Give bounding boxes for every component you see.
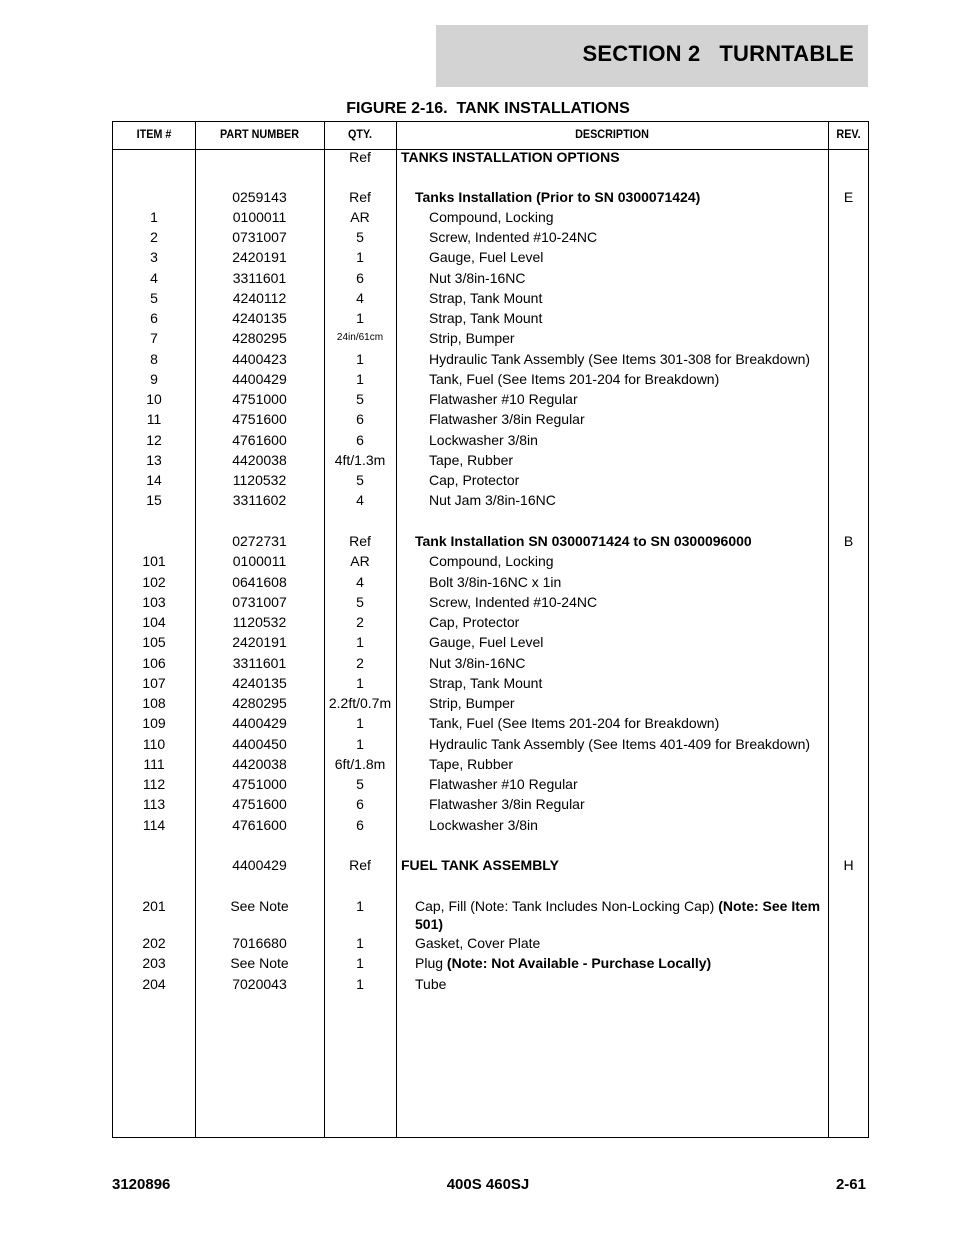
description-text: Nut Jam 3/8in-16NC <box>429 492 556 508</box>
description-cell <box>396 329 861 347</box>
part-number-cell: 4751600 <box>232 411 287 427</box>
qty-cell: 5 <box>356 594 364 610</box>
part-number-cell: 4400429 <box>232 857 287 873</box>
qty-cell: Ref <box>349 149 371 165</box>
description-text: Cap, Protector <box>429 472 520 488</box>
description-text: Flatwasher #10 Regular <box>429 391 578 407</box>
qty-cell: 6 <box>356 796 364 812</box>
item-cell: 2 <box>150 229 158 245</box>
item-cell: 8 <box>150 351 158 367</box>
description-text: Strap, Tank Mount <box>429 310 543 326</box>
qty-cell: 5 <box>356 391 364 407</box>
description-cell <box>396 451 861 469</box>
qty-cell: 1 <box>356 351 364 367</box>
item-cell: 9 <box>150 371 158 387</box>
item-cell: 110 <box>142 736 166 752</box>
footer-page-number: 2-61 <box>835 1176 866 1193</box>
description-cell <box>396 289 861 307</box>
description-cell <box>396 954 847 972</box>
qty-cell: 6ft/1.8m <box>334 756 386 772</box>
description-text: Nut 3/8in-16NC <box>429 270 526 286</box>
description-text: Flatwasher 3/8in Regular <box>429 796 585 812</box>
part-number-cell: 0731007 <box>232 229 287 245</box>
qty-cell: 6 <box>356 817 364 833</box>
item-cell: 102 <box>142 574 166 590</box>
item-cell: 106 <box>142 655 166 671</box>
rev-cell: H <box>843 857 854 873</box>
part-number-cell: 0259143 <box>232 189 287 205</box>
item-cell: 3 <box>150 249 158 265</box>
part-number-cell: 4420038 <box>232 756 287 772</box>
description-text: FUEL TANK ASSEMBLY <box>401 857 559 873</box>
header-rev: REV. <box>836 127 861 141</box>
item-cell: 109 <box>142 715 166 731</box>
description-cell <box>396 694 861 712</box>
qty-cell: 6 <box>356 270 364 286</box>
part-number-cell: 4240135 <box>232 675 287 691</box>
item-cell: 114 <box>142 817 166 833</box>
item-cell: 202 <box>142 935 166 951</box>
description-text: Screw, Indented #10-24NC <box>429 229 598 245</box>
item-cell: 107 <box>142 675 166 691</box>
part-number-cell: 4280295 <box>232 330 287 346</box>
description-text: Nut 3/8in-16NC <box>429 655 526 671</box>
qty-cell: 1 <box>356 249 364 265</box>
description-text: Cap, Fill (Note: Tank Includes Non-Locking Cap) <box>415 898 719 914</box>
qty-cell: 6 <box>356 411 364 427</box>
qty-cell: Ref <box>349 189 371 205</box>
item-cell: 7 <box>150 330 158 346</box>
part-number-cell: 4400450 <box>232 736 287 752</box>
description-cell <box>396 410 861 428</box>
description-cell <box>396 188 847 206</box>
rev-cell: B <box>843 533 854 549</box>
description-text: Tanks Installation (Prior to SN 0300071424) <box>415 189 701 205</box>
description-text: Hydraulic Tank Assembly (See Items 301-308 for Breakdown) <box>429 351 811 367</box>
description-cell <box>396 269 861 287</box>
description-text: Compound, Locking <box>429 209 554 225</box>
part-number-cell: 4420038 <box>232 452 287 468</box>
part-number-cell: 4751000 <box>232 391 287 407</box>
part-number-cell: 2420191 <box>232 249 287 265</box>
item-cell: 204 <box>142 976 166 992</box>
description-cell <box>396 795 861 813</box>
qty-cell: 6 <box>356 432 364 448</box>
item-cell: 1 <box>150 209 158 225</box>
part-number-cell: 0100011 <box>232 209 287 225</box>
description-text: Strap, Tank Mount <box>429 675 543 691</box>
description-text: Tank Installation SN 0300071424 to SN 0300096000 <box>415 533 752 549</box>
description-cell <box>396 208 861 226</box>
qty-cell: 1 <box>356 976 364 992</box>
part-number-cell: 0272731 <box>232 533 287 549</box>
part-number-cell: 7020043 <box>232 976 287 992</box>
part-number-cell: 3311601 <box>232 270 287 286</box>
item-cell: 14 <box>146 472 162 488</box>
description-cell <box>396 309 861 327</box>
section-banner <box>436 25 868 87</box>
qty-cell: 1 <box>356 634 364 650</box>
item-cell: 10 <box>146 391 162 407</box>
description-cell <box>396 714 861 732</box>
description-text: Strip, Bumper <box>429 330 515 346</box>
item-cell: 113 <box>142 796 166 812</box>
description-note: (Note: Not Available - Purchase Locally) <box>446 955 712 971</box>
qty-cell: 2 <box>356 614 364 630</box>
parts-table <box>112 121 869 1138</box>
qty-cell: 4 <box>356 492 364 508</box>
item-cell: 111 <box>143 756 165 772</box>
item-cell: 201 <box>142 898 166 914</box>
footer-doc-number: 3120896 <box>112 1176 171 1193</box>
description-text: Lockwasher 3/8in <box>429 432 538 448</box>
description-text: Flatwasher #10 Regular <box>429 776 578 792</box>
description-text: Compound, Locking <box>429 553 554 569</box>
part-number-cell: 0100011 <box>232 553 287 569</box>
qty-cell: 4 <box>356 290 364 306</box>
description-cell <box>396 471 861 489</box>
qty-cell: 2.2ft/0.7m <box>328 695 392 711</box>
description-text: Tube <box>415 976 447 992</box>
item-cell: 112 <box>142 776 166 792</box>
description-cell <box>396 552 861 570</box>
item-cell: 105 <box>142 634 166 650</box>
item-cell: 6 <box>150 310 158 326</box>
description-cell <box>396 593 861 611</box>
description-cell <box>396 674 861 692</box>
part-number-cell: See Note <box>230 955 289 971</box>
item-cell: 11 <box>146 411 162 427</box>
part-number-cell: 4240135 <box>232 310 287 326</box>
part-number-cell: See Note <box>230 898 289 914</box>
description-cell <box>396 390 861 408</box>
item-cell: 103 <box>142 594 166 610</box>
description-cell <box>396 613 861 631</box>
description-text: Bolt 3/8in-16NC x 1in <box>429 574 562 590</box>
description-cell <box>396 350 861 368</box>
description-text: Lockwasher 3/8in <box>429 817 538 833</box>
qty-cell: 5 <box>356 229 364 245</box>
description-cell <box>396 248 861 266</box>
part-number-cell: 4761600 <box>232 817 287 833</box>
description-text: Screw, Indented #10-24NC <box>429 594 598 610</box>
qty-cell: 24in/61cm <box>336 332 384 343</box>
item-cell: 15 <box>146 492 162 508</box>
description-cell <box>396 654 861 672</box>
description-cell <box>396 532 847 550</box>
part-number-cell: 4761600 <box>232 432 287 448</box>
description-text: Tape, Rubber <box>429 756 514 772</box>
description-cell <box>396 633 861 651</box>
qty-cell: 1 <box>356 675 364 691</box>
item-cell: 101 <box>142 553 166 569</box>
description-text: Flatwasher 3/8in Regular <box>429 411 585 427</box>
qty-cell: 5 <box>356 776 364 792</box>
description-text: Gasket, Cover Plate <box>415 935 541 951</box>
part-number-cell: 7016680 <box>232 935 287 951</box>
item-cell: 108 <box>142 695 166 711</box>
description-cell <box>396 573 861 591</box>
item-cell: 12 <box>146 432 162 448</box>
description-cell <box>396 370 861 388</box>
description-cell <box>396 775 861 793</box>
part-number-cell: 0641608 <box>232 574 287 590</box>
part-number-cell: 1120532 <box>232 472 287 488</box>
description-cell <box>396 755 861 773</box>
part-number-cell: 4400429 <box>232 371 287 387</box>
part-number-cell: 4240112 <box>232 290 287 306</box>
part-number-cell: 1120532 <box>232 614 287 630</box>
qty-cell: 1 <box>356 898 364 914</box>
description-text: Gauge, Fuel Level <box>429 634 544 650</box>
description-text: Tank, Fuel (See Items 201-204 for Breakdown) <box>429 715 720 731</box>
description-cell <box>396 975 847 993</box>
item-cell: 104 <box>142 614 166 630</box>
header-part-number: PART NUMBER <box>219 127 300 141</box>
qty-cell: 5 <box>356 472 364 488</box>
description-text: Gauge, Fuel Level <box>429 249 544 265</box>
qty-cell: AR <box>350 209 370 225</box>
description-cell <box>396 491 861 509</box>
item-cell: 203 <box>142 955 166 971</box>
description-cell <box>396 856 833 874</box>
description-text: Cap, Protector <box>429 614 520 630</box>
item-cell: 4 <box>150 270 158 286</box>
qty-cell: Ref <box>349 857 371 873</box>
footer-model: 400S 460SJ <box>446 1176 530 1193</box>
header-qty: QTY. <box>347 127 372 141</box>
description-text: Hydraulic Tank Assembly (See Items 401-409 for Breakdown) <box>429 736 811 752</box>
part-number-cell: 2420191 <box>232 634 287 650</box>
part-number-cell: 4400423 <box>232 351 287 367</box>
qty-cell: Ref <box>349 533 371 549</box>
qty-cell: 1 <box>356 955 364 971</box>
description-cell <box>396 735 861 753</box>
description-cell <box>396 897 847 933</box>
part-number-cell: 4751600 <box>232 796 287 812</box>
qty-cell: AR <box>350 553 370 569</box>
description-cell <box>396 228 861 246</box>
description-text: Tank, Fuel (See Items 201-204 for Breakdown) <box>429 371 720 387</box>
description-text: TANKS INSTALLATION OPTIONS <box>401 149 620 165</box>
description-text: Plug <box>415 955 447 971</box>
header-item: ITEM # <box>136 127 172 141</box>
part-number-cell: 4751000 <box>232 776 287 792</box>
header-description: DESCRIPTION <box>575 127 649 141</box>
qty-cell: 1 <box>356 935 364 951</box>
part-number-cell: 3311601 <box>232 655 287 671</box>
qty-cell: 1 <box>356 310 364 326</box>
qty-cell: 4ft/1.3m <box>334 452 386 468</box>
description-text: Tape, Rubber <box>429 452 514 468</box>
description-note: (Note: See Item 501) <box>415 898 821 932</box>
item-cell: 5 <box>150 290 158 306</box>
part-number-cell: 4400429 <box>232 715 287 731</box>
description-text: Strip, Bumper <box>429 695 515 711</box>
description-cell <box>396 431 861 449</box>
rev-cell: E <box>843 189 854 205</box>
qty-cell: 1 <box>356 371 364 387</box>
qty-cell: 4 <box>356 574 364 590</box>
qty-cell: 2 <box>356 655 364 671</box>
part-number-cell: 3311602 <box>232 492 287 508</box>
description-cell <box>396 934 847 952</box>
section-title: SECTION 2 TURNTABLE <box>582 41 854 66</box>
figure-title: FIGURE 2-16. TANK INSTALLATIONS <box>346 100 630 117</box>
part-number-cell: 4280295 <box>232 695 287 711</box>
qty-cell: 1 <box>356 715 364 731</box>
qty-cell: 1 <box>356 736 364 752</box>
item-cell: 13 <box>146 452 162 468</box>
description-cell <box>396 148 833 166</box>
description-text: Strap, Tank Mount <box>429 290 543 306</box>
description-cell <box>396 816 861 834</box>
part-number-cell: 0731007 <box>232 594 287 610</box>
